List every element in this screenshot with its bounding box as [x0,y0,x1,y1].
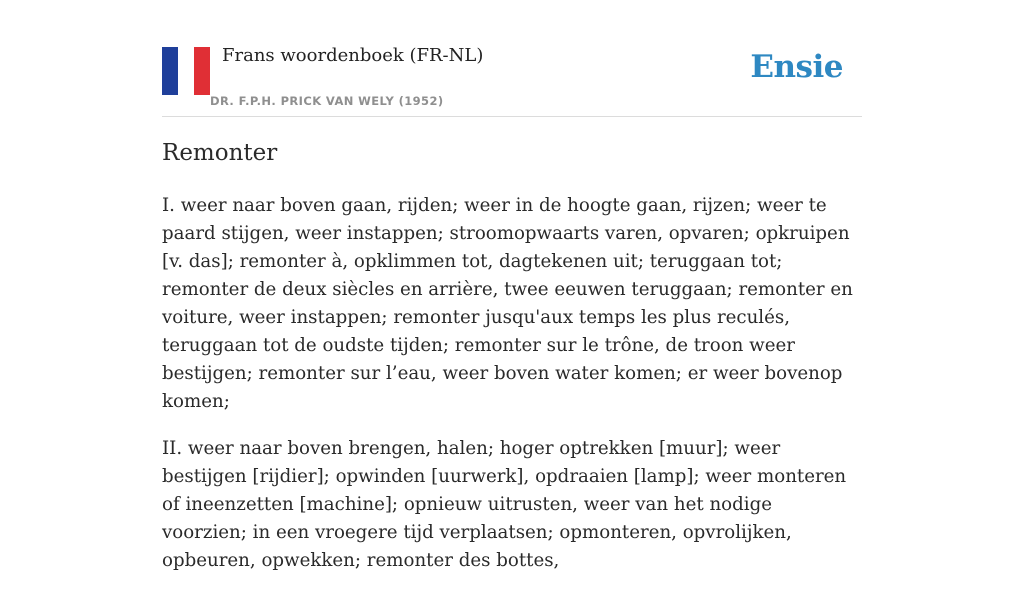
entry-headword: Remonter [162,140,278,166]
dictionary-title[interactable]: Frans woordenboek (FR-NL) [222,45,484,66]
definitions [162,192,862,594]
flag-red-stripe [194,47,210,95]
definition-paragraph: I. weer naar boven gaan, rijden; weer in de hoogte gaan, rijzen; weer te paard stijgen, weer instappen; stroomopwaarts varen, opvaren; opkruipen [v. das]; remonter à, opklimmen tot, dagtekenen uit; teruggaan tot; remonter de deux siècles en arrière, twee eeuwen teruggaan; remonter en voiture, weer instappen; remonter jusqu'aux temps les plus reculés, teruggaan tot de oudste tijden; remonter sur le trône, de troon weer bestijgen; remonter sur l’eau, weer boven water komen; er weer bovenop komen; [162,195,853,412]
dictionary-author: DR. F.P.H. PRICK VAN WELY (1952) [210,94,444,108]
page [162,0,862,571]
flag-blue-stripe [162,47,178,95]
header [162,0,862,117]
flag-white-stripe [178,47,194,95]
french-flag-icon [162,47,210,95]
definition-paragraph: II. weer naar boven brengen, halen; hoger optrekken [muur]; weer bestijgen [rijdier]; opwinden [uurwerk], opdraaien [lamp]; weer monteren of ineenzetten [machine]; opnieuw uitrusten, weer van het nodige voorzien; in een vroegere tijd verplaatsen; opmonteren, opvrolijken, opbeuren, opwekken; remonter des bottes, [162,438,847,571]
brand-logo[interactable]: Ensie [750,49,843,85]
